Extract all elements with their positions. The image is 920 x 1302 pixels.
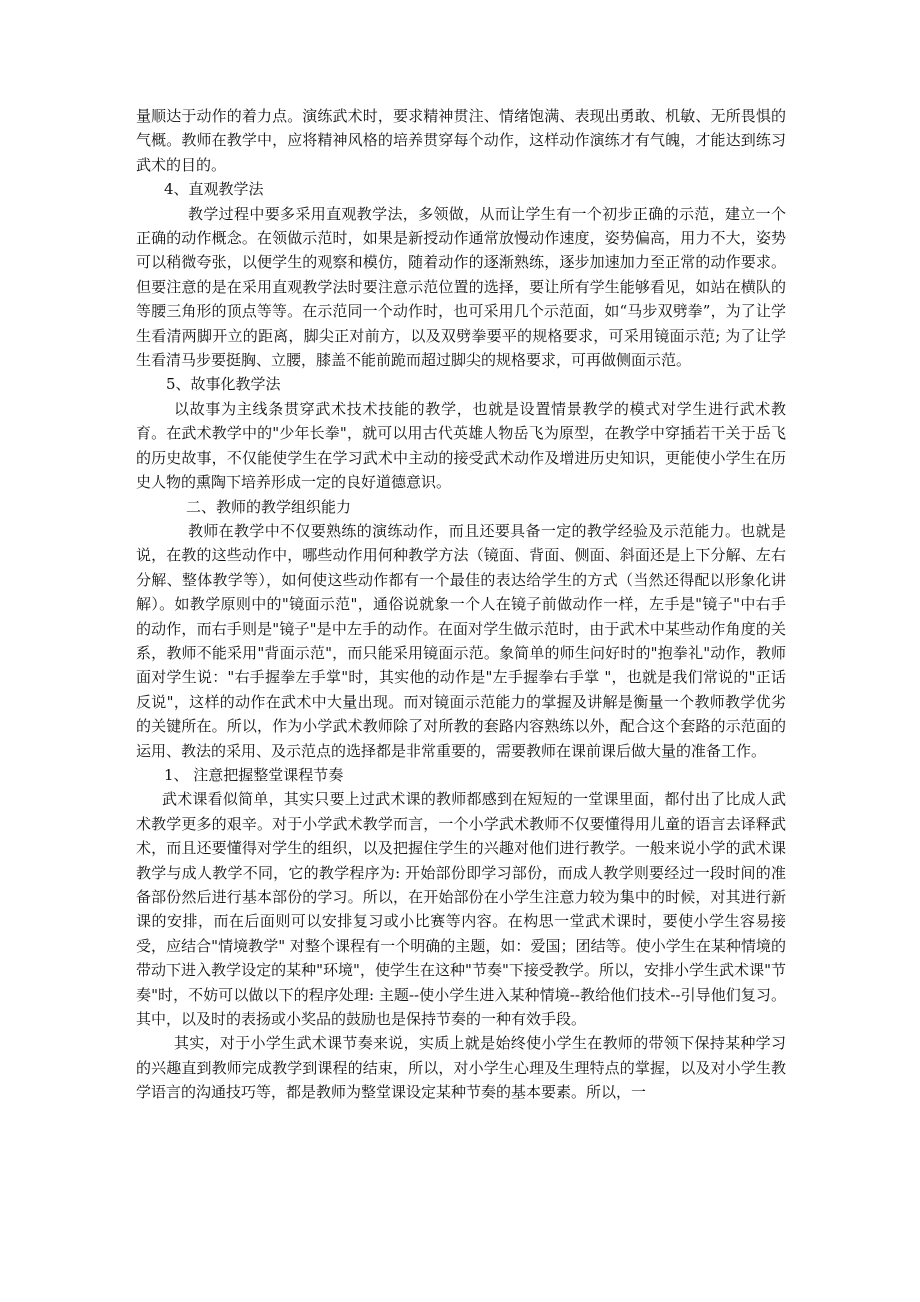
- document-page: [136, 104, 786, 1105]
- paragraph-intuitive-teaching: 教学过程中要多采用直观教学法，多领做，从而让学生有一个初步正确的示范，建立一个正确的动作概念。在领做示范时，如果是新授动作通常放慢动作速度，姿势偏高，用力不大，姿势可以稍微夸张，以便学生的观察和模仿，随着动作的逐渐熟练，逐步加速加力至正常的动作要求。但要注意的是在采用直观教学法时要注意示范位置的选择，要让所有学生能够看见，如站在横队的等腰三角形的顶点等等。在示范同一个动作时，也可采用几个示范面，如“马步双劈拳”，为了让学生看清两脚开立的距离，脚尖正对前方，以及双劈拳要平的规格要求，可采用镜面示范; 为了让学生看清马步要挺胸、立腰，膝盖不能前跪而超过脚尖的规格要求，可再做侧面示范。: [136, 204, 786, 370]
- paragraph-rhythm-essence: 其实，对于小学生武术课节奏来说，实质上就是始终使小学生在教师的带领下保持某种学习的兴趣直到教师完成教学到课程的结束，所以，对小学生心理及生理特点的掌握，以及对小学生教学语言的沟通技巧等，都是教师为整堂课设定某种节奏的基本要素。所以，一: [136, 1034, 786, 1102]
- heading-story-teaching: 5、故事化教学法: [166, 375, 281, 394]
- paragraph-course-rhythm: 武术课看似简单，其实只要上过武术课的教师都感到在短短的一堂课里面，都付出了比成人武术教学更多的艰辛。对于小学武术教学而言，一个小学武术教师不仅要懂得用儿童的语言去译释武术，而且还要懂得对学生的组织，以及把握住学生的兴趣对他们进行教学。一般来说小学的武术课教学与成人教学不同，它的教学程序为: 开始部份即学习部份，而成人教学则要经过一段时间的准备部份然后进行基本部份的学习。所以，在开始部份在小学生注意力较为集中的时候，对其进行新课的安排，而在后面则可以安排复习或小比赛等内容。在构思一堂武术课时，要使小学生容易接受，应结合"情境教学" 对整个课程有一个明确的主题，如：爱国；团结等。使小学生在某种情境的带动下进入教学设定的某种"环境"，使学生在这种"节奏"下接受教学。所以，安排小学生武术课"节奏"时，不妨可以做以下的程序处理: 主题--使小学生进入某种情境--教给他们技术--引导他们复习。其中，以及时的表扬或小奖品的鼓励也是保持节奏的一种有效手段。: [136, 790, 786, 1029]
- heading-intuitive-teaching: 4、直观教学法: [164, 180, 264, 199]
- heading-section-two: 二、教师的教学组织能力: [186, 497, 352, 516]
- paragraph-section-two: 教师在教学中不仅要熟练的演练动作，而且还要具备一定的教学经验及示范能力。也就是说，在教的这些动作中，哪些动作用何种教学方法（镜面、背面、侧面、斜面还是上下分解、左右分解、整体教学等），如何使这些动作都有一个最佳的表达给学生的方式（当然还得配以形象化讲解）。如教学原则中的"镜面示范"，通俗说就象一个人在镜子前做动作一样，左手是"镜子"中右手的动作，而右手则是"镜子"是中左手的动作。在面对学生做示范时，由于武术中某些动作角度的关系，教师不能采用"背面示范"，而只能采用镜面示范。象简单的师生问好时的"抱拳礼"动作，教师面对学生说："右手握拳左手掌"时，其实他的动作是"左手握拳右手掌 "，也就是我们常说的"正话反说"，这样的动作在武术中大量出现。而对镜面示范能力的掌握及讲解是衡量一个教师教学优劣的关键所在。所以，作为小学武术教师除了对所教的套路内容熟练以外，配合这个套路的示范面的运用、教法的采用、及示范点的选择都是非常重要的，需要教师在课前课后做大量的准备工作。: [136, 521, 786, 760]
- intro-paragraph: 量顺达于动作的着力点。演练武术时，要求精神贯注、情绪饱满、表现出勇敢、机敏、无所畏惧的气概。教师在教学中，应将精神风格的培养贯穿每个动作，这样动作演练才有气魄，才能达到练习武术的目的。: [136, 107, 786, 174]
- heading-course-rhythm: 1、 注意把握整堂课程节奏: [164, 765, 344, 784]
- paragraph-story-teaching: 以故事为主线条贯穿武术技术技能的教学，也就是设置情景教学的模式对学生进行武术教育。在武术教学中的"少年长拳"，就可以用古代英雄人物岳飞为原型，在教学中穿插若干关于岳飞的历史故事，不仅能使学生在学习武术中主动的接受武术动作及增进历史知识，更能使小学生在历史人物的熏陶下培养形成一定的良好道德意识。: [136, 399, 786, 492]
